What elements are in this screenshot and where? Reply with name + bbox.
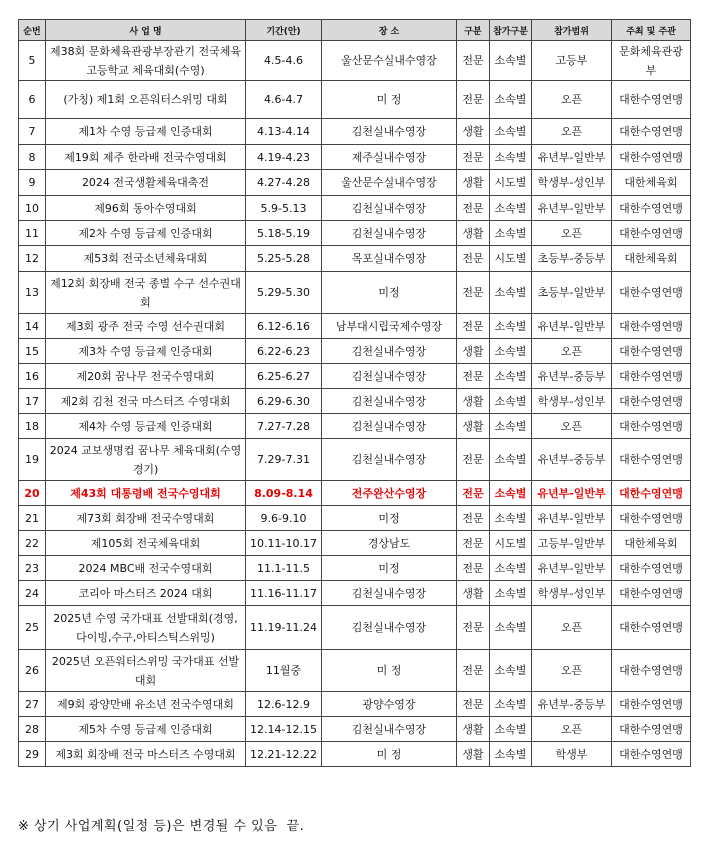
table-row (19, 314, 691, 339)
cell-participation: 소속별 (490, 364, 532, 389)
cell-event-name: 2024 MBC배 전국수영대회 (46, 556, 246, 581)
cell-row-number: 9 (19, 170, 46, 196)
cell-type: 생활 (457, 717, 490, 742)
cell-host: 대한체육회 (612, 246, 691, 272)
cell-host: 대한수영연맹 (612, 606, 691, 650)
cell-host: 대한수영연맹 (612, 145, 691, 170)
header-event-name: 사 업 명 (46, 20, 246, 41)
cell-host: 대한수영연맹 (612, 339, 691, 364)
cell-venue: 김천실내수영장 (322, 389, 457, 414)
cell-participation: 소속별 (490, 196, 532, 221)
cell-host: 대한수영연맹 (612, 314, 691, 339)
cell-row-number: 21 (19, 506, 46, 531)
table-row (19, 556, 691, 581)
cell-host: 대한수영연맹 (612, 414, 691, 439)
cell-type: 전문 (457, 196, 490, 221)
cell-type: 생활 (457, 389, 490, 414)
cell-scope: 오픈 (532, 606, 612, 650)
cell-type: 전문 (457, 364, 490, 389)
cell-row-number: 10 (19, 196, 46, 221)
cell-type: 전문 (457, 556, 490, 581)
cell-row-number: 13 (19, 272, 46, 314)
cell-row-number: 15 (19, 339, 46, 364)
cell-venue: 미 정 (322, 81, 457, 119)
footnote: ※ 상기 사업계획(일정 등)은 변경될 수 있음 끝. (18, 819, 305, 834)
cell-host: 대한수영연맹 (612, 556, 691, 581)
cell-type: 생활 (457, 414, 490, 439)
cell-venue: 미 정 (322, 742, 457, 767)
cell-host: 대한수영연맹 (612, 692, 691, 717)
cell-venue: 울산문수실내수영장 (322, 170, 457, 196)
cell-period: 6.22-6.23 (246, 339, 322, 364)
cell-event-name: 2024 교보생명컵 꿈나무 체육대회(수영경기) (46, 439, 246, 481)
cell-scope: 학생부-성인부 (532, 581, 612, 606)
table-header-row (19, 20, 691, 41)
cell-event-name: 2024 전국생활체육대축전 (46, 170, 246, 196)
cell-event-name: 제12회 회장배 전국 종별 수구 선수권대회 (46, 272, 246, 314)
table-row (19, 581, 691, 606)
cell-period: 4.27-4.28 (246, 170, 322, 196)
cell-period: 9.6-9.10 (246, 506, 322, 531)
cell-row-number: 29 (19, 742, 46, 767)
cell-participation: 소속별 (490, 339, 532, 364)
cell-row-number: 17 (19, 389, 46, 414)
table-row (19, 717, 691, 742)
cell-row-number: 19 (19, 439, 46, 481)
cell-participation: 시도별 (490, 246, 532, 272)
cell-scope: 오픈 (532, 339, 612, 364)
cell-participation: 소속별 (490, 692, 532, 717)
table-row (19, 692, 691, 717)
cell-period: 12.21-12.22 (246, 742, 322, 767)
table-row (19, 531, 691, 556)
cell-scope: 유년부-일반부 (532, 145, 612, 170)
table-row (19, 339, 691, 364)
cell-type: 전문 (457, 439, 490, 481)
cell-venue: 울산문수실내수영장 (322, 41, 457, 81)
cell-scope: 유년부-일반부 (532, 506, 612, 531)
cell-row-number: 18 (19, 414, 46, 439)
cell-participation: 소속별 (490, 481, 532, 506)
cell-venue: 경상남도 (322, 531, 457, 556)
cell-venue: 김천실내수영장 (322, 339, 457, 364)
cell-event-name: 제3차 수영 등급제 인증대회 (46, 339, 246, 364)
cell-scope: 오픈 (532, 650, 612, 692)
cell-scope: 유년부-중등부 (532, 692, 612, 717)
header-participation: 참가구분 (490, 20, 532, 41)
cell-period: 6.12-6.16 (246, 314, 322, 339)
cell-venue: 광양수영장 (322, 692, 457, 717)
cell-period: 7.27-7.28 (246, 414, 322, 439)
cell-event-name: 제73회 회장배 전국수영대회 (46, 506, 246, 531)
cell-row-number: 11 (19, 221, 46, 246)
cell-venue: 제주실내수영장 (322, 145, 457, 170)
cell-period: 5.9-5.13 (246, 196, 322, 221)
cell-host: 대한수영연맹 (612, 364, 691, 389)
cell-venue: 미정 (322, 556, 457, 581)
cell-event-name: 제19회 제주 한라배 전국수영대회 (46, 145, 246, 170)
cell-participation: 소속별 (490, 606, 532, 650)
cell-type: 전문 (457, 506, 490, 531)
table-row (19, 221, 691, 246)
cell-venue: 김천실내수영장 (322, 221, 457, 246)
table-row (19, 145, 691, 170)
cell-participation: 소속별 (490, 717, 532, 742)
cell-event-name: 제105회 전국체육대회 (46, 531, 246, 556)
cell-row-number: 28 (19, 717, 46, 742)
cell-period: 4.5-4.6 (246, 41, 322, 81)
cell-venue: 전주완산수영장 (322, 481, 457, 506)
cell-host: 대한수영연맹 (612, 506, 691, 531)
cell-participation: 소속별 (490, 81, 532, 119)
cell-scope: 유년부-일반부 (532, 314, 612, 339)
cell-period: 4.13-4.14 (246, 119, 322, 145)
cell-type: 전문 (457, 481, 490, 506)
table-row (19, 389, 691, 414)
header-period: 기간(안) (246, 20, 322, 41)
cell-type: 전문 (457, 606, 490, 650)
header-no: 순번 (19, 20, 46, 41)
cell-venue: 김천실내수영장 (322, 119, 457, 145)
cell-period: 6.25-6.27 (246, 364, 322, 389)
cell-type: 전문 (457, 692, 490, 717)
cell-type: 생활 (457, 339, 490, 364)
cell-event-name: 제38회 문화체육관광부장관기 전국체육고등학교 체육대회(수영) (46, 41, 246, 81)
cell-event-name: 제3회 광주 전국 수영 선수권대회 (46, 314, 246, 339)
cell-event-name: 제53회 전국소년체육대회 (46, 246, 246, 272)
cell-host: 대한수영연맹 (612, 742, 691, 767)
cell-type: 전문 (457, 314, 490, 339)
cell-participation: 소속별 (490, 221, 532, 246)
cell-host: 대한수영연맹 (612, 221, 691, 246)
cell-event-name: 2025년 오픈워터스위밍 국가대표 선발대회 (46, 650, 246, 692)
cell-venue: 김천실내수영장 (322, 581, 457, 606)
cell-type: 전문 (457, 650, 490, 692)
cell-event-name: 코리아 마스터즈 2024 대회 (46, 581, 246, 606)
cell-host: 대한수영연맹 (612, 272, 691, 314)
cell-participation: 소속별 (490, 506, 532, 531)
cell-scope: 초등부-일반부 (532, 272, 612, 314)
cell-participation: 시도별 (490, 170, 532, 196)
cell-type: 전문 (457, 145, 490, 170)
cell-row-number: 14 (19, 314, 46, 339)
cell-period: 11월중 (246, 650, 322, 692)
table-row (19, 742, 691, 767)
cell-scope: 학생부-성인부 (532, 170, 612, 196)
cell-type: 생활 (457, 170, 490, 196)
cell-period: 11.16-11.17 (246, 581, 322, 606)
cell-venue: 목포실내수영장 (322, 246, 457, 272)
cell-participation: 소속별 (490, 439, 532, 481)
table-row (19, 650, 691, 692)
cell-row-number: 12 (19, 246, 46, 272)
cell-type: 전문 (457, 81, 490, 119)
cell-scope: 유년부-중등부 (532, 364, 612, 389)
cell-event-name: 제3회 회장배 전국 마스터즈 수영대회 (46, 742, 246, 767)
cell-venue: 김천실내수영장 (322, 414, 457, 439)
cell-venue: 김천실내수영장 (322, 606, 457, 650)
cell-host: 문화체육관광부 (612, 41, 691, 81)
cell-event-name: 제9회 광양만배 유소년 전국수영대회 (46, 692, 246, 717)
cell-period: 7.29-7.31 (246, 439, 322, 481)
cell-scope: 유년부-일반부 (532, 556, 612, 581)
cell-host: 대한수영연맹 (612, 439, 691, 481)
cell-host: 대한수영연맹 (612, 581, 691, 606)
cell-type: 전문 (457, 246, 490, 272)
cell-row-number: 24 (19, 581, 46, 606)
cell-event-name: (가칭) 제1회 오픈워터스위밍 대회 (46, 81, 246, 119)
cell-event-name: 제96회 동아수영대회 (46, 196, 246, 221)
table-row (19, 364, 691, 389)
table-row (19, 439, 691, 481)
cell-host: 대한수영연맹 (612, 196, 691, 221)
cell-event-name: 제5차 수영 등급제 인증대회 (46, 717, 246, 742)
cell-period: 5.29-5.30 (246, 272, 322, 314)
cell-scope: 고등부 (532, 41, 612, 81)
cell-host: 대한수영연맹 (612, 650, 691, 692)
cell-participation: 소속별 (490, 272, 532, 314)
cell-type: 생활 (457, 221, 490, 246)
cell-venue: 미정 (322, 272, 457, 314)
table-row (19, 119, 691, 145)
cell-period: 11.19-11.24 (246, 606, 322, 650)
cell-venue: 미정 (322, 506, 457, 531)
table-row (19, 481, 691, 506)
cell-participation: 소속별 (490, 650, 532, 692)
cell-venue: 김천실내수영장 (322, 717, 457, 742)
cell-participation: 소속별 (490, 414, 532, 439)
cell-venue: 남부대시립국제수영장 (322, 314, 457, 339)
cell-period: 10.11-10.17 (246, 531, 322, 556)
cell-scope: 학생부-성인부 (532, 389, 612, 414)
cell-participation: 소속별 (490, 314, 532, 339)
cell-row-number: 16 (19, 364, 46, 389)
cell-row-number: 27 (19, 692, 46, 717)
cell-period: 11.1-11.5 (246, 556, 322, 581)
cell-row-number: 23 (19, 556, 46, 581)
cell-period: 4.19-4.23 (246, 145, 322, 170)
cell-type: 생활 (457, 581, 490, 606)
cell-host: 대한체육회 (612, 170, 691, 196)
cell-scope: 유년부-일반부 (532, 481, 612, 506)
cell-type: 전문 (457, 531, 490, 556)
header-venue: 장 소 (322, 20, 457, 41)
cell-period: 4.6-4.7 (246, 81, 322, 119)
cell-row-number: 26 (19, 650, 46, 692)
cell-period: 12.6-12.9 (246, 692, 322, 717)
cell-row-number: 5 (19, 41, 46, 81)
cell-participation: 소속별 (490, 742, 532, 767)
cell-host: 대한수영연맹 (612, 119, 691, 145)
header-scope: 참가범위 (532, 20, 612, 41)
cell-type: 전문 (457, 41, 490, 81)
cell-period: 6.29-6.30 (246, 389, 322, 414)
cell-venue: 김천실내수영장 (322, 196, 457, 221)
cell-type: 생활 (457, 119, 490, 145)
cell-host: 대한수영연맹 (612, 389, 691, 414)
cell-participation: 소속별 (490, 41, 532, 81)
cell-participation: 소속별 (490, 389, 532, 414)
cell-event-name: 제20회 꿈나무 전국수영대회 (46, 364, 246, 389)
table-row (19, 41, 691, 81)
cell-event-name: 제4차 수영 등급제 인증대회 (46, 414, 246, 439)
cell-host: 대한수영연맹 (612, 717, 691, 742)
cell-scope: 유년부-중등부 (532, 439, 612, 481)
table-row (19, 414, 691, 439)
cell-participation: 소속별 (490, 581, 532, 606)
cell-scope: 유년부-일반부 (532, 196, 612, 221)
table-row (19, 170, 691, 196)
table-row (19, 81, 691, 119)
table-row (19, 196, 691, 221)
cell-row-number: 22 (19, 531, 46, 556)
table-row (19, 506, 691, 531)
cell-participation: 소속별 (490, 119, 532, 145)
cell-scope: 오픈 (532, 221, 612, 246)
cell-event-name: 제43회 대통령배 전국수영대회 (46, 481, 246, 506)
cell-event-name: 제2회 김천 전국 마스터즈 수영대회 (46, 389, 246, 414)
cell-row-number: 6 (19, 81, 46, 119)
cell-type: 전문 (457, 272, 490, 314)
cell-scope: 오픈 (532, 81, 612, 119)
cell-host: 대한수영연맹 (612, 481, 691, 506)
cell-period: 12.14-12.15 (246, 717, 322, 742)
cell-type: 생활 (457, 742, 490, 767)
cell-row-number: 20 (19, 481, 46, 506)
table-row (19, 272, 691, 314)
cell-period: 5.18-5.19 (246, 221, 322, 246)
cell-event-name: 제1차 수영 등급제 인증대회 (46, 119, 246, 145)
table-row (19, 606, 691, 650)
cell-scope: 초등부-중등부 (532, 246, 612, 272)
header-type: 구분 (457, 20, 490, 41)
cell-period: 5.25-5.28 (246, 246, 322, 272)
cell-scope: 오픈 (532, 717, 612, 742)
cell-participation: 소속별 (490, 145, 532, 170)
cell-venue: 미 정 (322, 650, 457, 692)
cell-host: 대한수영연맹 (612, 81, 691, 119)
cell-event-name: 2025년 수영 국가대표 선발대회(경영,다이빙,수구,아티스틱스위밍) (46, 606, 246, 650)
table-row (19, 246, 691, 272)
cell-row-number: 25 (19, 606, 46, 650)
cell-participation: 소속별 (490, 556, 532, 581)
cell-venue: 김천실내수영장 (322, 364, 457, 389)
header-host: 주최 및 주관 (612, 20, 691, 41)
cell-row-number: 8 (19, 145, 46, 170)
cell-host: 대한체육회 (612, 531, 691, 556)
cell-scope: 오픈 (532, 119, 612, 145)
cell-participation: 시도별 (490, 531, 532, 556)
cell-scope: 학생부 (532, 742, 612, 767)
cell-event-name: 제2차 수영 등급제 인증대회 (46, 221, 246, 246)
cell-scope: 오픈 (532, 414, 612, 439)
cell-row-number: 7 (19, 119, 46, 145)
cell-venue: 김천실내수영장 (322, 439, 457, 481)
cell-period: 8.09-8.14 (246, 481, 322, 506)
cell-scope: 고등부-일반부 (532, 531, 612, 556)
schedule-table (18, 19, 691, 767)
